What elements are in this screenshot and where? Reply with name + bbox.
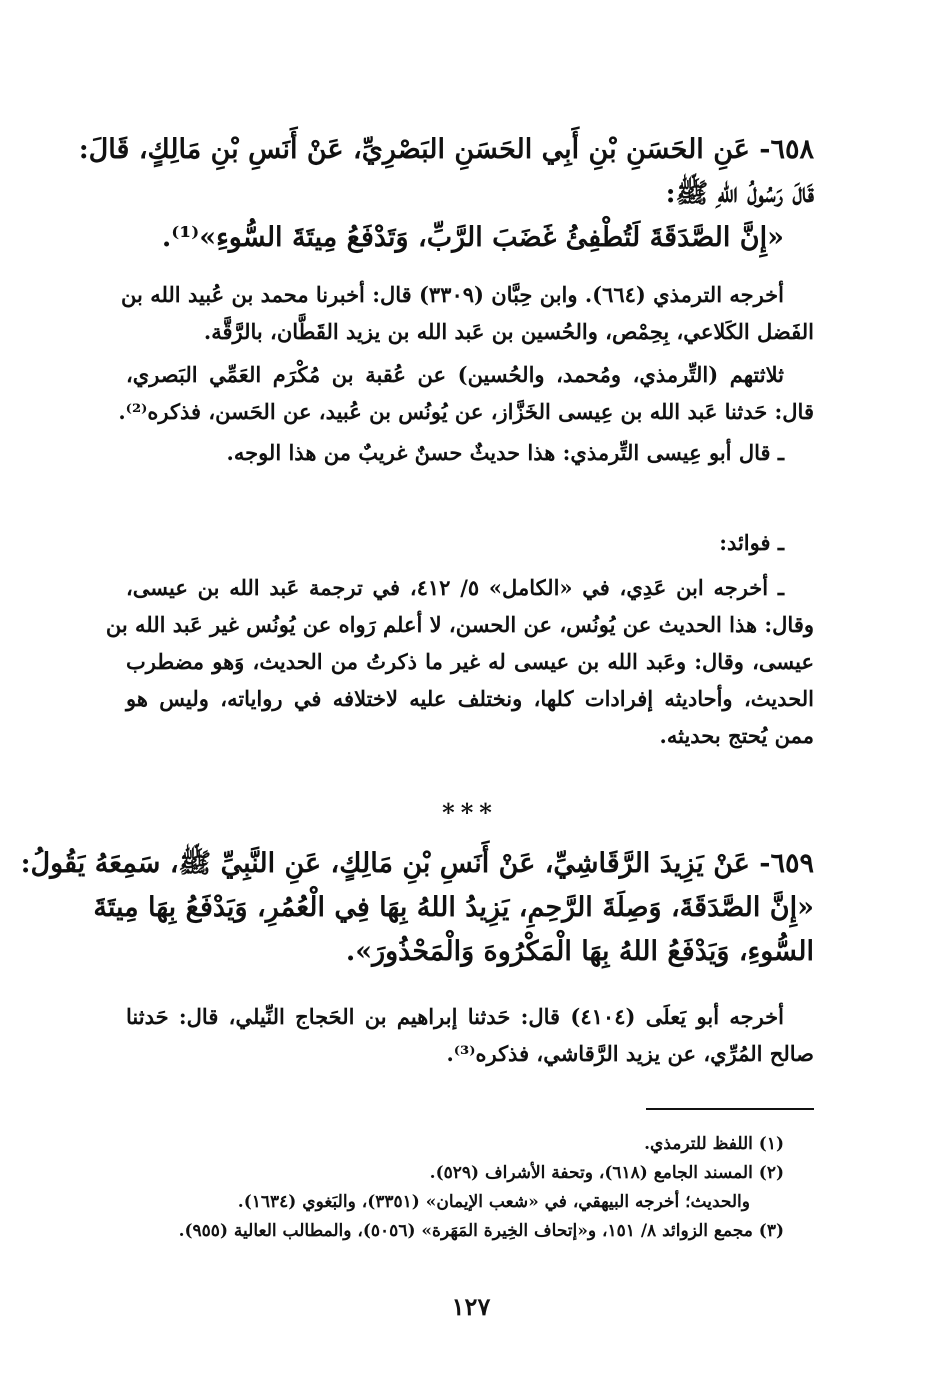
- fawaid-heading: ـ فوائد:: [719, 530, 784, 555]
- footnote-3: (٣) مجمع الزوائد ٨/ ١٥١، و«إتحاف الخِيرة المَهَرة» (٥٠٥٦)، والمطالب العالية (٩٥٥).: [178, 1221, 784, 1241]
- footnotes: [126, 1130, 814, 1246]
- tirmidhi-grading: ـ قال أبو عِيسى التِّرمذي: هذا حديثٌ حسنٌ غريبٌ من هذا الوجه.: [226, 440, 784, 465]
- footnote-1: (١) اللفظ للترمذي.: [644, 1134, 784, 1154]
- fawaid-section: [105, 524, 814, 754]
- takhrij-658-p2-line-2: قال: حَدثنا عَبد الله بن عِيسى الخَزَّاز، عن يُونُس بن عُبيد، عن الحَسن، فذكره⁽²⁾.: [118, 399, 814, 424]
- hadith-659-line-3: السُّوءِ، وَيَدْفَعُ اللهُ بِهَا الْمَكْرُوهَ وَالْمَحْذُورَ».: [345, 936, 814, 967]
- takhrij-658-p1-line-2: الفَضل الكَلاعي، بِحِمْص، والحُسين بن عَبد الله بن يزيد القَطَّان، بالرَّقَّة.: [203, 319, 814, 344]
- fawaid-line-5: ممن يُحتج بحديثه.: [659, 723, 814, 748]
- hadith-659: [20, 842, 814, 974]
- footnote-2-continuation: والحديث؛ أخرجه البيهقي، في «شعب الإيمان» (٣٣٥١)، والبَغوي (١٦٣٤).: [237, 1192, 750, 1212]
- footnote-2: (٢) المسند الجامع (٦١٨)، وتحفة الأشراف (٥٢٩).: [429, 1163, 784, 1183]
- hadith-658-line-1: ٦٥٨- عَنِ الحَسَنِ بْنِ أَبِي الحَسَنِ البَصْرِيِّ، عَنْ أَنَسِ بْنِ مَالِكٍ، قَالَ:: [78, 134, 814, 165]
- fawaid-line-4: الحديث، وأحاديثه إفرادات كلها، ونختلف عليه لاختلافه في رواياته، وليس هو: [126, 686, 814, 711]
- fawaid-line-2: وقال: هذا الحديث عن يُونُس، عن الحسن، لا أعلم رَواه عن يُونُس غير عَبد الله بن: [105, 612, 814, 637]
- fawaid-line-3: عيسى، وقال: وعَبد الله بن عيسى له غير ما ذكرتُ من الحديث، وَهو مضطرب: [126, 649, 814, 674]
- takhrij-659-line-2: صالح المُرِّي، عن يزيد الرَّقاشي، فذكره⁽³⁾.: [446, 1041, 814, 1066]
- takhrij-658-p2-line-1: ثلاثتهم (التِّرمذي، ومُحمد، والحُسين) عن عُقبة بن مُكْرَم العَمِّي البَصري،: [126, 362, 784, 387]
- footnote-divider: [646, 1108, 814, 1110]
- hadith-659-line-2: «إِنَّ الصَّدَقَةَ، وَصِلَةَ الرَّحِمِ، يَزِيدُ اللهُ بِهَا فِي الْعُمُرِ، وَيَدْفَعُ بِهَا مِيتَةَ: [93, 892, 814, 923]
- takhrij-658-p1-line-1: أخرجه الترمذي (٦٦٤). وابن حِبَّان (٣٣٠٩) قال: أخبرنا محمد بن عُبيد الله بن: [121, 282, 784, 307]
- hadith-658: [78, 128, 814, 260]
- footnote-divider-area: [126, 1108, 814, 1110]
- takhrij-659: [126, 998, 814, 1072]
- hadith-658-text: «إِنَّ الصَّدَقَةَ لَتُطْفِئُ غَضَبَ الرَّبِّ، وَتَدْفَعُ مِيتَةَ السُّوءِ»⁽¹⁾.: [161, 222, 784, 253]
- page-number: ١٢٧: [451, 1292, 491, 1321]
- takhrij-659-line-1: أخرجه أبو يَعلَى (٤١٠٤) قال: حَدثنا إبراهيم بن الحَجاج النِّيلي، قال: حَدثنا: [126, 1004, 784, 1029]
- section-separator: ***: [442, 798, 498, 827]
- takhrij-658: [118, 276, 814, 471]
- hadith-658-line-2: قَالَ رَسُولُ اللهِ ﷺ:: [665, 178, 814, 209]
- hadith-659-line-1: ٦٥٩- عَنْ يَزِيدَ الرَّقَاشِيِّ، عَنْ أَنَسِ بْنِ مَالِكٍ، عَنِ النَّبِيِّ ﷺ، سَمِعَهُ يَقُولُ:: [20, 848, 814, 879]
- fawaid-line-1: ـ أخرجه ابن عَدِي، في «الكامل» ٥/ ٤١٢، في ترجمة عَبد الله بن عيسى،: [126, 575, 785, 600]
